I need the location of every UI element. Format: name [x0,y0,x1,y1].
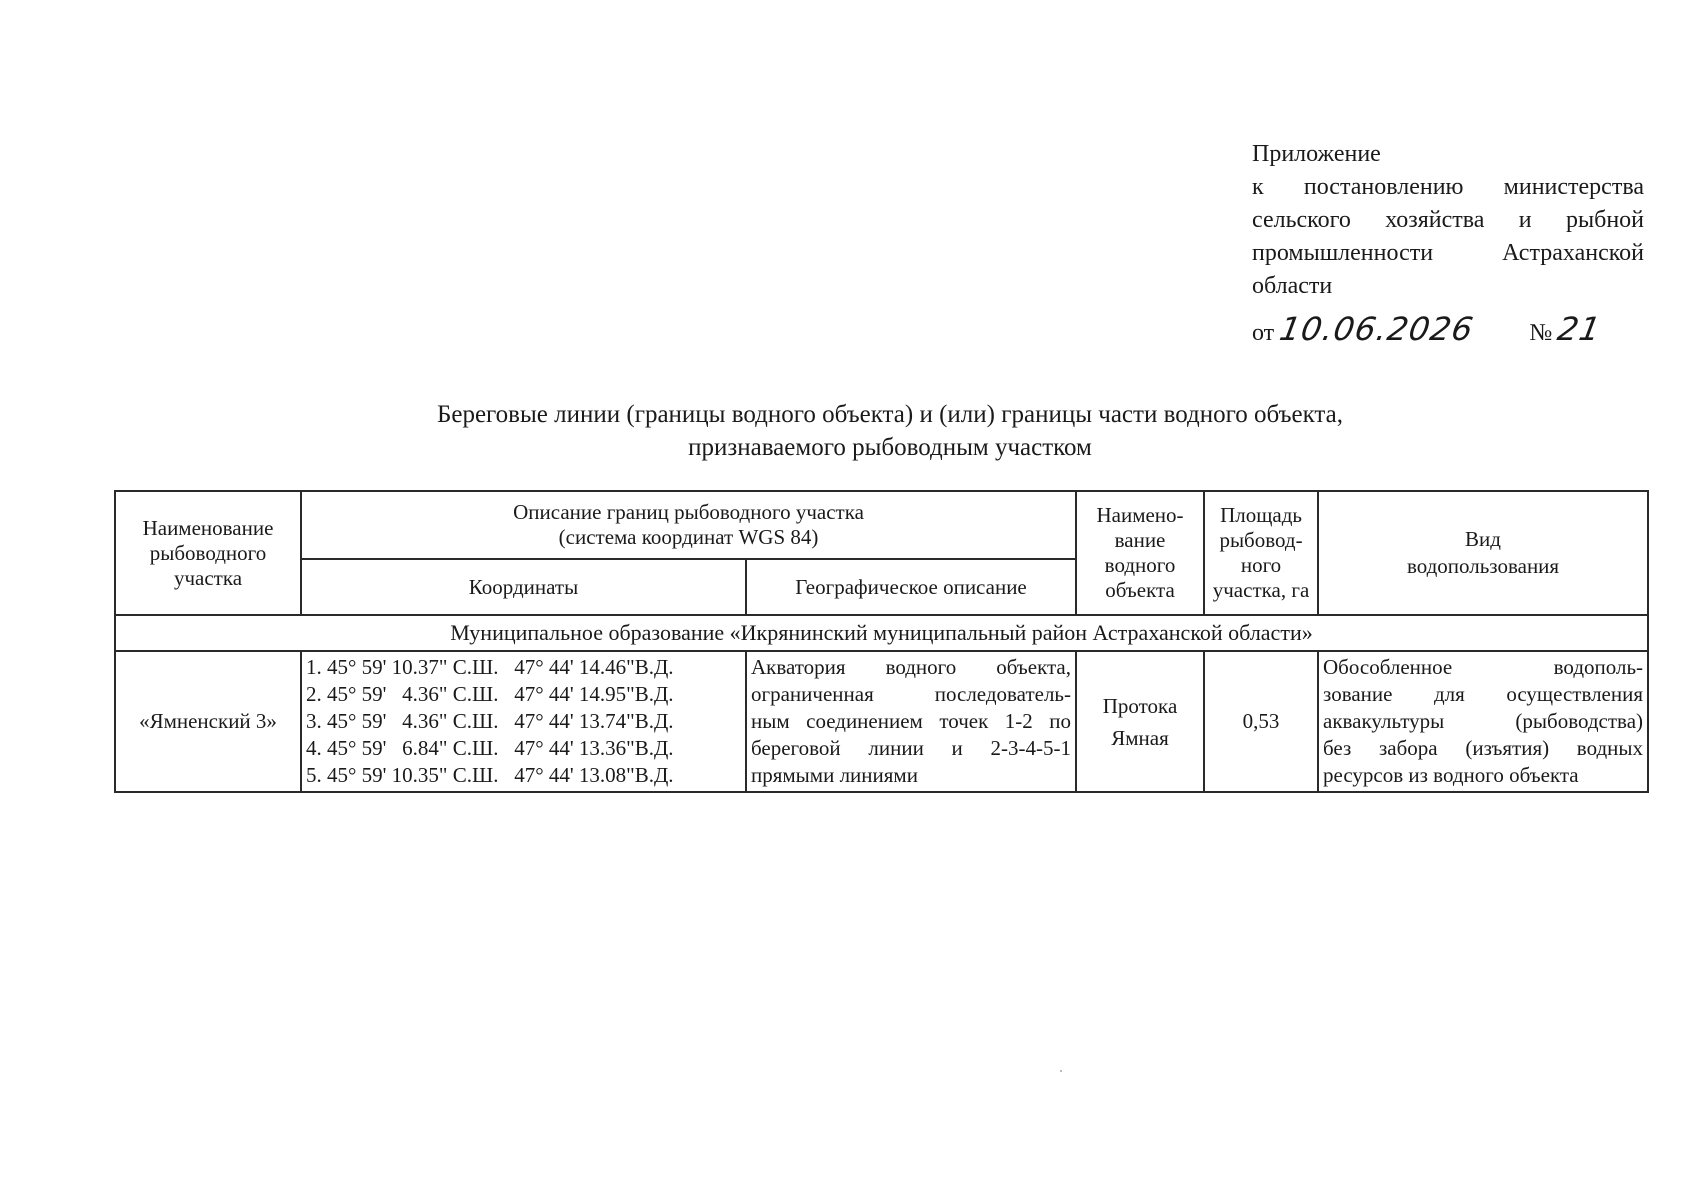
appendix-title: Приложение [1252,141,1381,167]
geo-line-2: ограниченная последователь- [751,682,1072,706]
geo-line-4: береговой линии и 2-3-4-5-1 [751,736,1072,760]
header-water-body: Наимено-вание водного объекта [1076,491,1204,615]
water-use-line-3: аквакультуры (рыбоводства) [1323,709,1644,733]
date-number-row [1252,310,1644,350]
appendix-line-2: к постановлению министерства [1252,174,1644,200]
scan-speck [1060,1070,1062,1072]
coordinate-point-3: 3. 45° 59' 4.36" С.Ш. 47° 44' 13.74"В.Д. [306,709,674,733]
municipality-cell: Муниципальное образование «Икрянинский муниципальный район Астраханской области» [115,615,1648,651]
appendix-block [1252,138,1644,350]
coordinate-point-2: 2. 45° 59' 4.36" С.Ш. 47° 44' 14.95"В.Д. [306,682,674,706]
fish-farming-plot-table [114,490,1649,793]
table-row [115,651,1648,792]
title-line-1: Береговые линии (границы водного объекта) и (или) границы части водного объекта, [437,401,1343,428]
water-use-line-1: Обособленное водополь- [1323,655,1644,679]
water-use-line-4: без забора (изъятия) водных [1323,736,1644,760]
plot-name-cell: «Ямненский 3» [115,651,301,792]
appendix-line-5: области [1252,273,1333,299]
area-cell: 0,53 [1204,651,1318,792]
number-label: № [1529,320,1553,346]
appendix-line-3: сельского хозяйства и рыбной [1252,207,1644,233]
header-water-use-line-1: Вид [1465,527,1501,551]
header-water-use [1318,491,1648,615]
water-use-cell [1318,651,1648,792]
appendix-line-4: промышленности Астраханской [1252,240,1644,266]
coordinate-point-5: 5. 45° 59' 10.35" С.Ш. 47° 44' 13.08"В.Д. [306,763,674,787]
header-water-use-line-2: водопользования [1406,554,1560,578]
geo-line-5: прямыми линиями [751,763,918,787]
header-area: Площадь рыбовод-ного участка, га [1204,491,1318,615]
header-row-1 [115,491,1648,559]
date-prefix: от [1252,320,1275,346]
header-boundaries-line-2: (система координат WGS 84) [558,525,819,549]
handwritten-date: 10.06.2026 [1276,310,1477,348]
header-boundaries-line-1: Описание границ рыбоводного участка [513,500,864,524]
municipality-row [115,615,1648,651]
coordinate-point-4: 4. 45° 59' 6.84" С.Ш. 47° 44' 13.36"В.Д. [306,736,674,760]
handwritten-number: 21 [1555,310,1605,348]
water-use-line-5: ресурсов из водного объекта [1323,763,1579,787]
water-body-cell [1076,651,1204,792]
geo-description-cell [746,651,1076,792]
header-boundaries [301,491,1076,559]
geo-line-1: Акватория водного объекта, [751,655,1072,679]
document-title [260,398,1520,464]
coordinate-point-1: 1. 45° 59' 10.37" С.Ш. 47° 44' 14.46"В.Д. [306,655,674,679]
geo-line-3: ным соединением точек 1-2 по [751,709,1072,733]
water-use-line-2: зование для осуществления [1323,682,1644,706]
water-body-line-2: Ямная [1111,725,1169,750]
title-line-2: признаваемого рыбоводным участком [688,434,1092,461]
header-coordinates: Координаты [301,559,746,615]
header-geo-description: Географическое описание [746,559,1076,615]
header-plot-name: Наименование рыбоводного участка [115,491,301,615]
water-body-line-1: Протока [1102,693,1178,718]
coordinates-cell [301,651,746,792]
